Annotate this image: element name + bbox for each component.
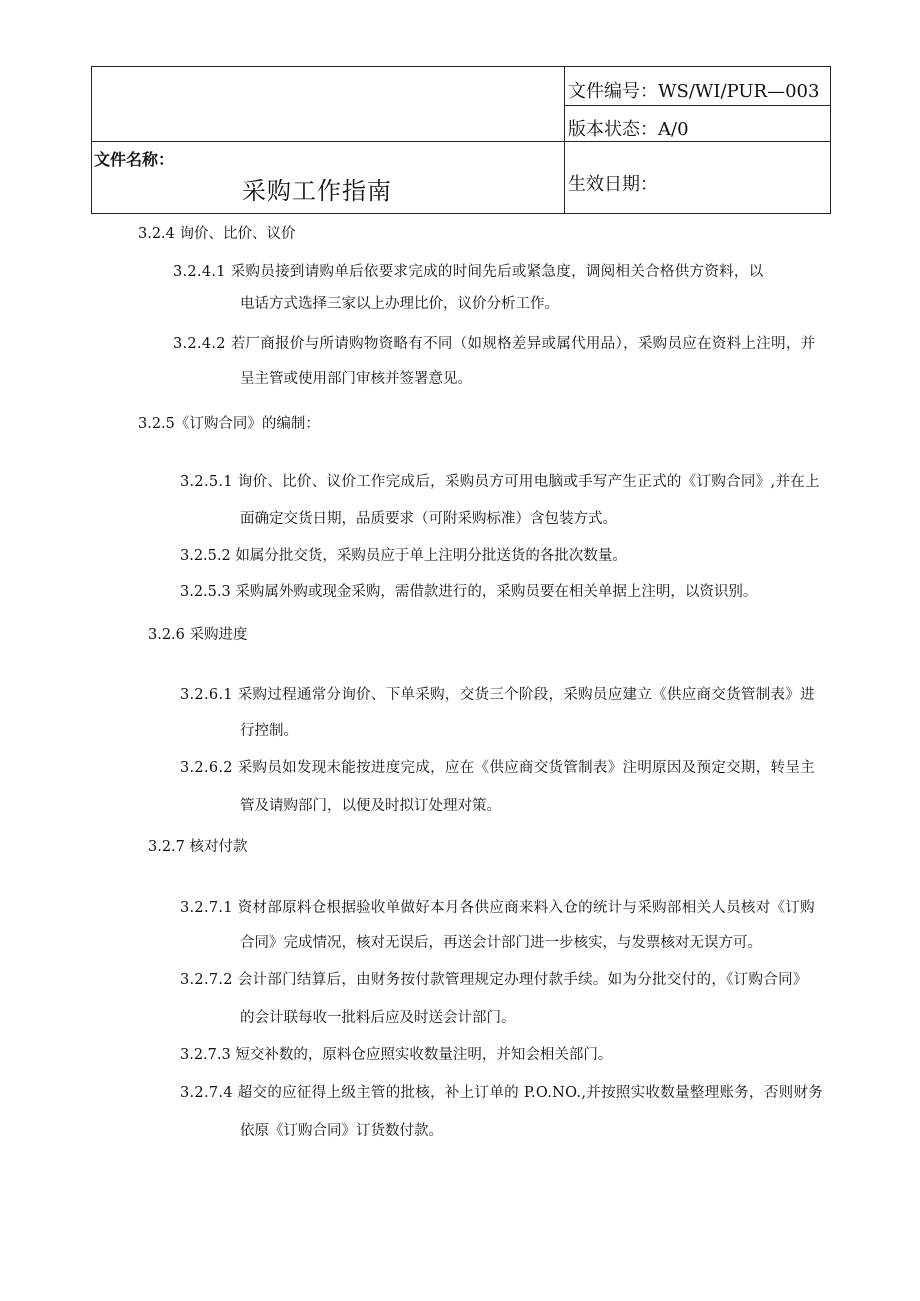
section-heading: 3.2.7 核对付款 <box>148 839 248 855</box>
paragraph-line: 管及请购部门，以便及时拟订处理对策。 <box>240 798 501 814</box>
document-header-table <box>91 66 831 214</box>
section-heading: 3.2.4 询价、比价、议价 <box>138 226 296 242</box>
paragraph-line: 3.2.6.1 采购过程通常分询价、下单采购，交货三个阶段，采购员应建立《供应商交货管制表》进 <box>180 687 815 703</box>
header-divider-vertical <box>564 67 565 213</box>
paragraph-line: 3.2.4.1 采购员接到请购单后依要求完成的时间先后或紧急度，调阅相关合格供方资料，以 <box>173 264 764 280</box>
section-heading: 3.2.5《订购合同》的编制： <box>138 416 320 432</box>
header-divider-1 <box>564 105 830 106</box>
paragraph-line: 3.2.7.2 会计部门结算后，由财务按付款管理规定办理付款手续。如为分批交付的，《订购合同》 <box>180 972 808 988</box>
paragraph-line: 电话方式选择三家以上办理比价，议价分析工作。 <box>240 296 559 312</box>
paragraph-line: 3.2.7.3 短交补数的，原料仓应照实收数量注明，并知会相关部门。 <box>180 1047 613 1063</box>
paragraph-line: 3.2.7.1 资材部原料仓根据验收单做好本月各供应商来料入仓的统计与采购部相关人员核对《订购 <box>180 900 815 916</box>
paragraph-line: 依原《订购合同》订货数付款。 <box>240 1123 443 1139</box>
doc-number: 文件编号：WS/WI/PUR—003 <box>568 81 820 102</box>
paragraph-line: 3.2.5.1 询价、比价、议价工作完成后，采购员方可用电脑或手写产生正式的《订购合同》,并在上 <box>180 474 820 490</box>
paragraph-line: 行控制。 <box>240 723 298 739</box>
paragraph-line: 面确定交货日期，品质要求（可附采购标准）含包装方式。 <box>240 511 617 527</box>
doc-name: 采购工作指南 <box>242 177 392 205</box>
effective-date: 生效日期： <box>568 174 658 195</box>
paragraph-line: 3.2.4.2 若厂商报价与所请购物资略有不同（如规格差异或属代用品），采购员应在资料上注明，并 <box>173 336 816 352</box>
doc-name-label: 文件名称： <box>94 150 175 169</box>
paragraph-line: 3.2.6.2 采购员如发现未能按进度完成，应在《供应商交货管制表》注明原因及预定交期，转呈主 <box>180 760 815 776</box>
paragraph-line: 3.2.7.4 超交的应征得上级主管的批核，补上订单的 P.O.NO.,并按照实收数量整理账务，否则财务 <box>180 1085 824 1101</box>
section-heading: 3.2.6 采购进度 <box>148 627 248 643</box>
paragraph-line: 合同》完成情况，核对无误后，再送会计部门进一步核实，与发票核对无误方可。 <box>240 935 762 951</box>
paragraph-line: 3.2.5.2 如属分批交货，采购员应于单上注明分批送货的各批次数量。 <box>180 548 627 564</box>
paragraph-line: 呈主管或使用部门审核并签署意见。 <box>240 371 472 387</box>
header-divider-2 <box>92 141 830 142</box>
version-status: 版本状态：A/0 <box>568 119 689 140</box>
paragraph-line: 的会计联每收一批料后应及时送会计部门。 <box>240 1010 516 1026</box>
paragraph-line: 3.2.5.3 采购属外购或现金采购，需借款进行的，采购员要在相关单据上注明，以资识别。 <box>180 584 758 600</box>
